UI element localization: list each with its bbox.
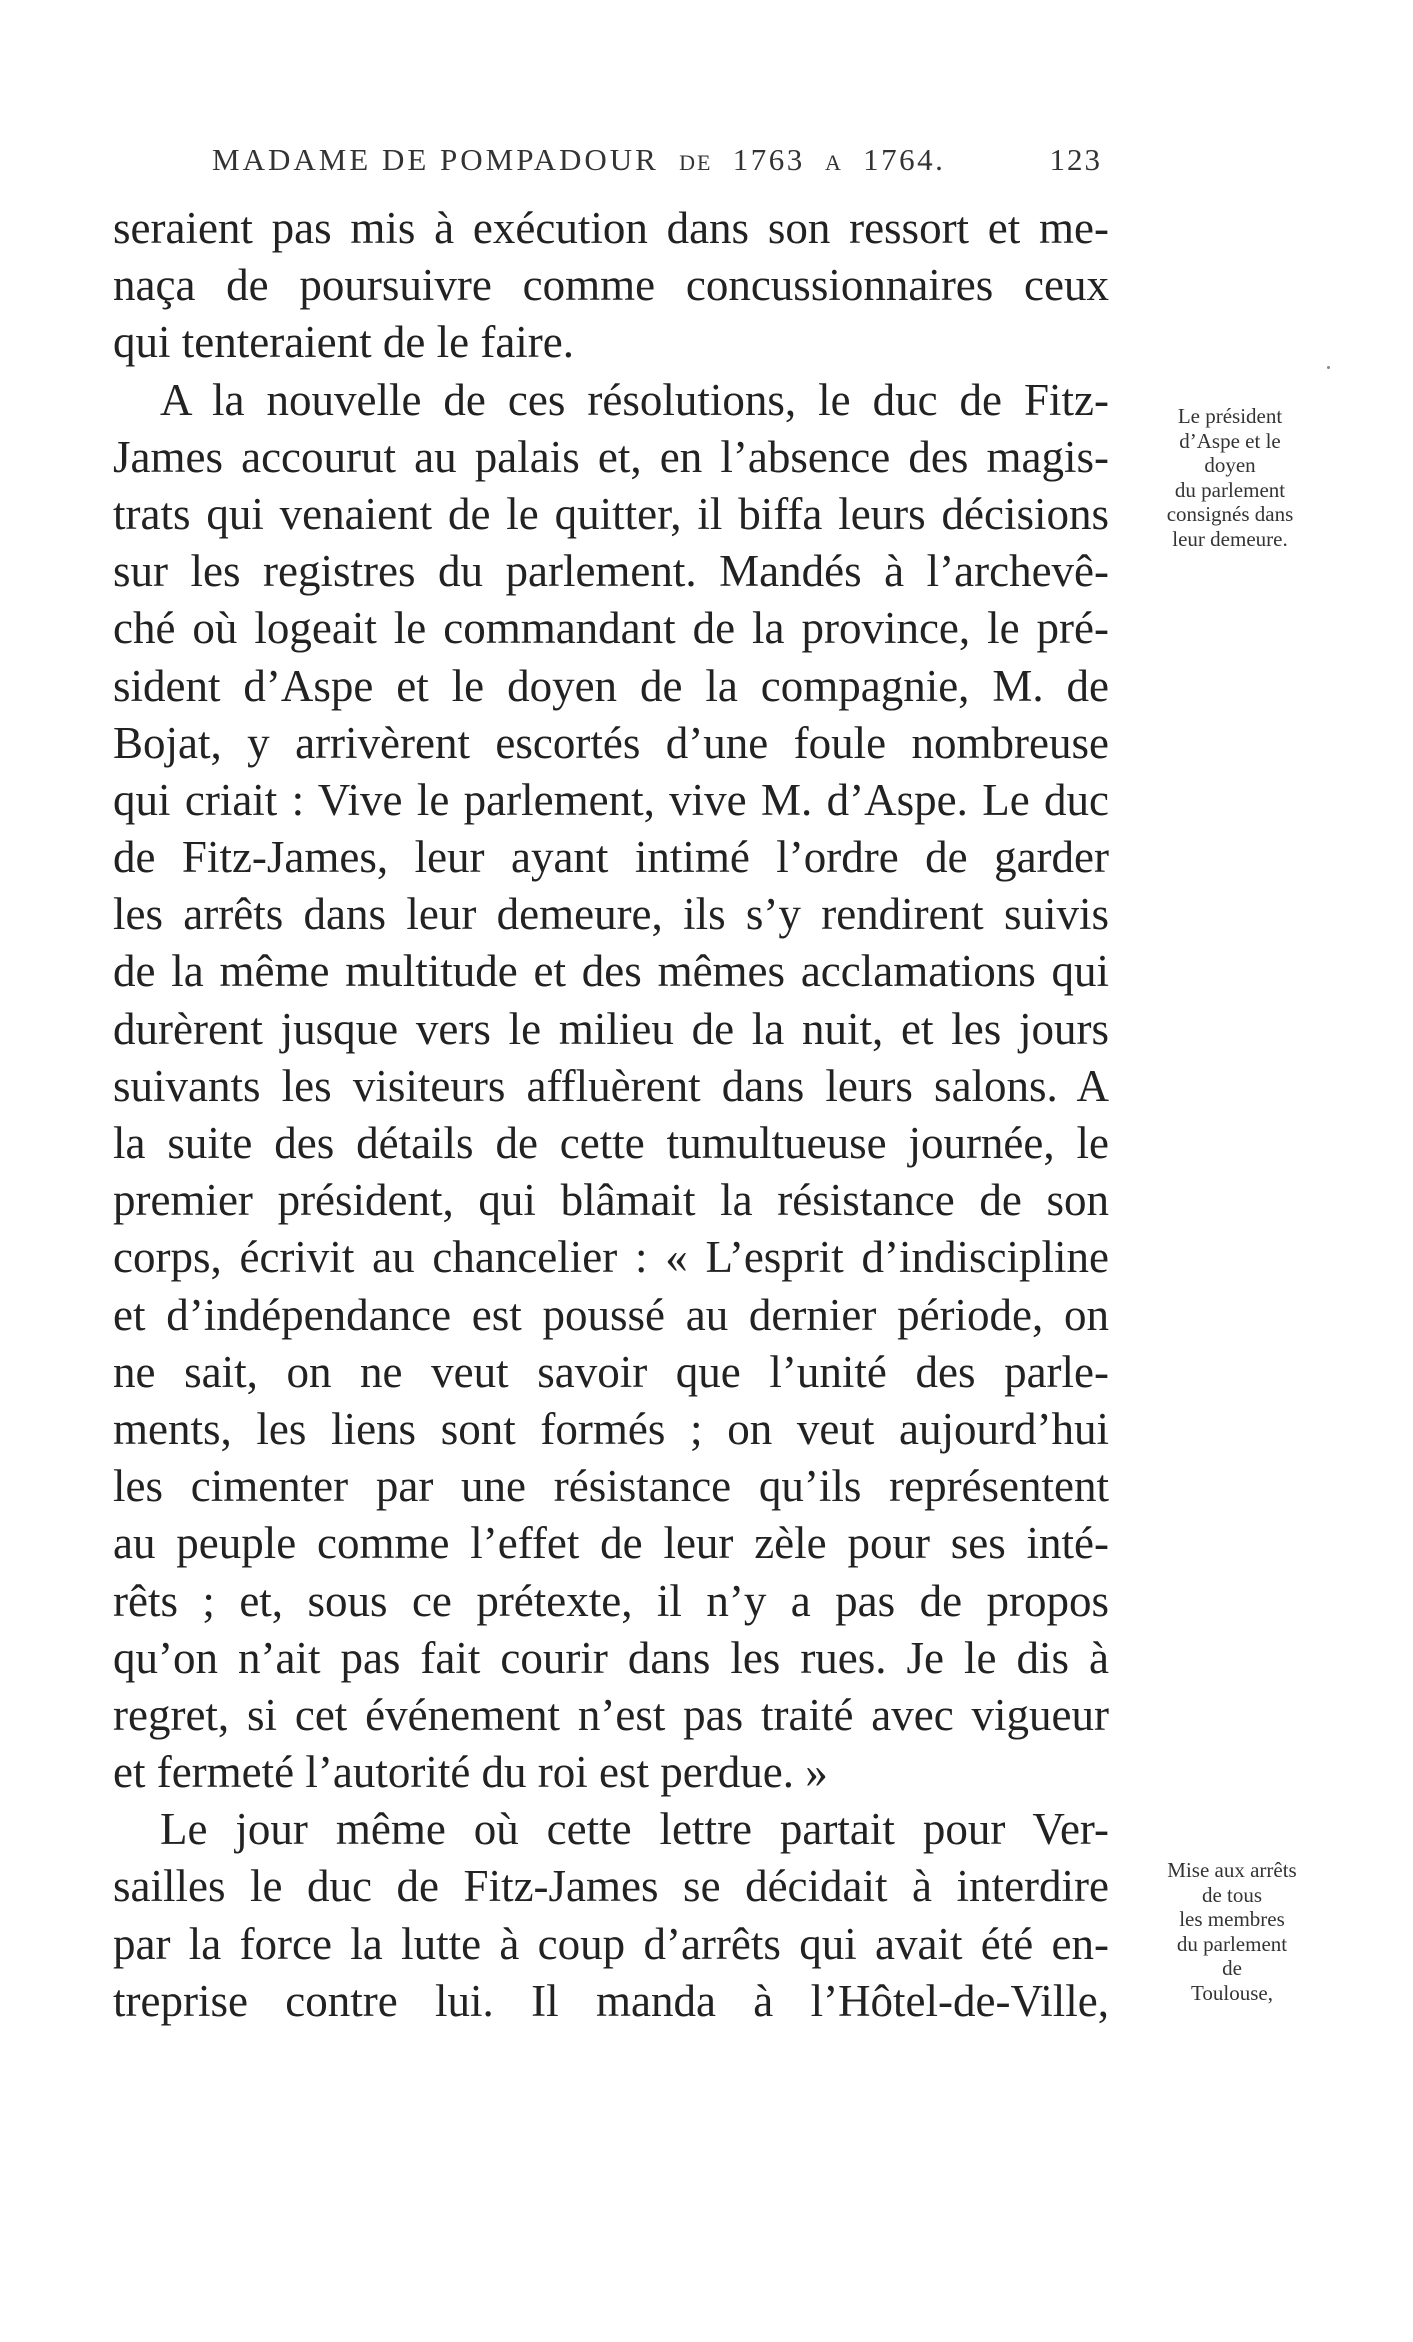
text-line: naça de poursuivre comme concussionnaires ceux [113, 260, 1109, 311]
margin-note-line: du parlement [1174, 477, 1286, 502]
text-line: de la même multitude et des mêmes acclamations qui [113, 946, 1109, 997]
text-line: ché où logeait le commandant de la province, le pré- [113, 603, 1109, 654]
text-line: les arrêts dans leur demeure, ils s’y rendirent suivis [113, 889, 1109, 940]
text-line: au peuple comme l’effet de leur zèle pour ses inté- [113, 1518, 1109, 1569]
margin-note-line: Toulouse, [1191, 1980, 1273, 2005]
running-head-year-from: 1763 [732, 142, 805, 177]
running-head-year-to: 1764. [863, 142, 946, 177]
page-speck [1327, 366, 1330, 369]
text-line: les cimenter par une résistance qu’ils représentent [113, 1461, 1109, 1512]
text-line: la suite des détails de cette tumultueuse journée, le [113, 1118, 1109, 1168]
margin-note-line: doyen [1204, 453, 1256, 477]
text-line: A la nouvelle de ces résolutions, le duc de Fitz- [160, 374, 1109, 425]
text-line: durèrent jusque vers le milieu de la nuit, et les jours [113, 1003, 1109, 1054]
text-line: et fermeté l’autorité du roi est perdue. » [113, 1747, 828, 1798]
running-head-de: DE [679, 150, 713, 175]
margin-note-line: Mise aux arrêts [1167, 1858, 1297, 1882]
margin-note-line: leur demeure. [1172, 526, 1288, 551]
text-line: qu’on n’ait pas fait courir dans les rues. Je le dis à [113, 1632, 1109, 1683]
text-line: rêts ; et, sous ce prétexte, il n’y a pas de propos [113, 1575, 1109, 1626]
text-line: qui tenteraient de le faire. [113, 317, 575, 368]
text-line: sur les registres du parlement. Mandés à l’archevê- [113, 546, 1109, 597]
text-line: suivants les visiteurs affluèrent dans leurs salons. A [113, 1060, 1109, 1111]
text-line: James accourut au palais et, en l’absence des magis- [113, 431, 1109, 482]
text-line: ments, les liens sont formés ; on veut aujourd’hui [113, 1403, 1109, 1454]
text-line: par la force la lutte à coup d’arrêts qui avait été en- [113, 1918, 1109, 1969]
text-line: corps, écrivit au chancelier : « L’esprit d’indiscipline [113, 1232, 1109, 1283]
margin-note-line: Le président [1177, 404, 1283, 428]
margin-note-mise-aux-arrets [1128, 1858, 1336, 2005]
text-line: sident d’Aspe et le doyen de la compagnie, M. de [113, 660, 1109, 711]
text-line: de Fitz-James, leur ayant intimé l’ordre de garder [113, 832, 1109, 883]
text-line: sailles le duc de Fitz-James se décidait à interdire [113, 1861, 1109, 1912]
margin-note-line: de tous [1201, 1882, 1263, 1907]
text-line: et d’indépendance est poussé au dernier période, on [113, 1289, 1109, 1340]
text-line: ne sait, on ne veut savoir que l’unité des parle- [113, 1346, 1109, 1397]
text-line: regret, si cet événement n’est pas traité avec vigueur [113, 1689, 1109, 1740]
running-head-a: A [824, 150, 843, 175]
margin-note-line: d’Aspe et le [1179, 428, 1281, 453]
text-line: Bojat, y arrivèrent escortés d’une foule nombreuse [113, 717, 1109, 768]
text-line: Le jour même où cette lettre partait pour Ver- [160, 1804, 1109, 1855]
text-line: seraient pas mis à exécution dans son ressort et me- [113, 203, 1109, 253]
margin-note-line: de [1222, 1956, 1242, 1980]
margin-note-line: consignés dans [1166, 502, 1294, 526]
margin-note-line: les membres [1179, 1907, 1285, 1931]
text-line: trats qui venaient de le quitter, il biffa leurs décisions [113, 488, 1109, 539]
running-head-title: MADAME DE POMPADOUR [212, 142, 659, 177]
running-head [212, 142, 1102, 178]
margin-note-consignes [1130, 404, 1330, 551]
margin-note-line: du parlement [1176, 1931, 1288, 1956]
text-line: treprise contre lui. Il manda à l’Hôtel-de-Ville, [113, 1975, 1109, 2026]
page-number: 123 [1049, 142, 1102, 177]
body-text [113, 200, 1109, 2030]
text-line: premier président, qui blâmait la résistance de son [113, 1175, 1109, 1226]
text-line: qui criait : Vive le parlement, vive M. d’Aspe. Le duc [113, 774, 1109, 825]
